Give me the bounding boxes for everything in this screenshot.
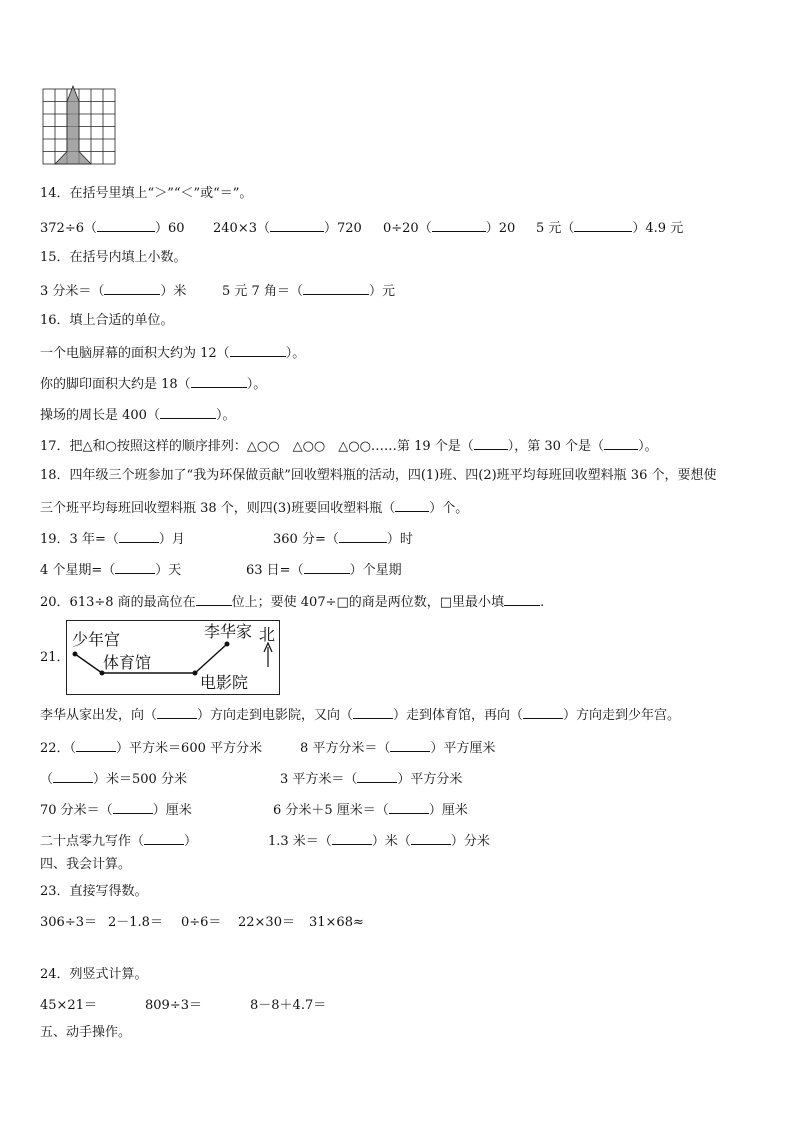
q15-title: 15．在括号内填上小数。	[40, 250, 187, 265]
answer-blank[interactable]	[97, 219, 155, 232]
q21-sentence: 李华从家出发，向（ ）方向走到电影院，又向（ ）走到体育馆，再向（ ）方向走到少年宫。	[40, 708, 681, 723]
q24-item: 45×21＝	[40, 998, 97, 1013]
q16-line: 操场的周长是 400（ ）。	[40, 408, 236, 423]
q22-item: 22．（ ）平方米＝600 平方分米	[40, 741, 262, 756]
answer-blank[interactable]	[357, 770, 397, 783]
section-heading: 四、我会计算。	[40, 857, 132, 872]
answer-blank[interactable]	[504, 593, 540, 606]
q14-item: 5 元（ ）4.9 元	[536, 221, 684, 236]
q24-item: 809÷3＝	[145, 998, 202, 1013]
q23-item: 22×30＝	[238, 915, 295, 930]
q20-line: 20．613÷8 商的最高位在 位上；要使 407÷□的商是两位数，□里最小填 .	[40, 595, 545, 610]
north-label: 北	[259, 625, 276, 644]
answer-blank[interactable]	[411, 832, 451, 845]
answer-blank[interactable]	[160, 406, 216, 419]
lihua-home-label: 李华家	[204, 622, 253, 641]
answer-blank[interactable]	[144, 832, 184, 845]
q18-line1: 18．四年级三个班参加了“我为环保做贡献”回收塑料瓶的活动，四(1)班、四(2)班平均每班回收塑料瓶 36 个，要想使	[40, 468, 717, 483]
q22-item: 1.3 米＝（ ）米（ ）分米	[268, 834, 490, 849]
q23-item: 306÷3＝	[40, 915, 97, 930]
q22-item: 70 分米＝（ ）厘米	[40, 803, 192, 818]
answer-blank[interactable]	[303, 282, 369, 295]
q22-item: 二十点零九写作（ ）	[40, 834, 198, 849]
q14-item: 240×3（ ）720	[213, 221, 362, 236]
q19-item: 63 日=（ ）个星期	[246, 563, 402, 578]
q14-title: 14．在括号里填上“＞”“＜”或“＝”。	[40, 186, 253, 201]
answer-blank[interactable]	[339, 530, 387, 543]
answer-blank[interactable]	[196, 593, 232, 606]
q19-item: 4 个星期=（ ）天	[40, 563, 182, 578]
q19-item: 19．3 年=（ ）月	[40, 532, 185, 547]
answer-blank[interactable]	[76, 739, 116, 752]
q21-number: 21．	[40, 650, 70, 665]
q24-item: 8－8＋4.7＝	[250, 998, 327, 1013]
answer-blank[interactable]	[270, 219, 324, 232]
rocket-grid-figure	[40, 84, 120, 166]
answer-blank[interactable]	[119, 530, 159, 543]
answer-blank[interactable]	[113, 801, 153, 814]
answer-blank[interactable]	[304, 561, 350, 574]
q18-line2: 三个班平均每班回收塑料瓶 38 个，则四(3)班要回收塑料瓶（ ）个。	[40, 501, 469, 516]
answer-blank[interactable]	[574, 219, 632, 232]
cinema-label: 电影院	[200, 673, 249, 692]
q16-title: 16．填上合适的单位。	[40, 313, 174, 328]
youth-palace-label: 少年宫	[72, 630, 121, 649]
q16-line: 你的脚印面积大约是 18（ ）。	[40, 377, 267, 392]
q15-item: 5 元 7 角＝（ ）元	[222, 284, 395, 299]
answer-blank[interactable]	[474, 437, 508, 450]
answer-blank[interactable]	[389, 801, 429, 814]
answer-blank[interactable]	[332, 832, 372, 845]
answer-blank[interactable]	[104, 282, 160, 295]
answer-blank[interactable]	[353, 706, 393, 719]
q22-item: 6 分米＋5 厘米＝（ ）厘米	[273, 803, 468, 818]
answer-blank[interactable]	[523, 706, 563, 719]
q22-item: 8 平方分米＝（ ）平方厘米	[300, 741, 496, 756]
q19-item: 360 分=（ ）时	[273, 532, 413, 547]
q23-title: 23．直接写得数。	[40, 884, 148, 899]
direction-map	[66, 620, 280, 695]
q23-item: 0÷6＝	[181, 915, 222, 930]
q16-line: 一个电脑屏幕的面积大约为 12（ ）。	[40, 346, 306, 361]
section-heading: 五、动手操作。	[40, 1025, 132, 1040]
q22-item: 3 平方米＝（ ）平方分米	[280, 772, 463, 787]
answer-blank[interactable]	[395, 499, 429, 512]
answer-blank[interactable]	[604, 437, 638, 450]
answer-blank[interactable]	[390, 739, 430, 752]
q17-line: 17．把△和○按照这样的顺序排列：△○○ △○○ △○○……第 19 个是（ ），第 30 个是（ ）。	[40, 439, 658, 454]
q22-item: （ ）米＝500 分米	[40, 772, 187, 787]
q14-item: 0÷20（ ）20	[383, 221, 516, 236]
q24-title: 24．列竖式计算。	[40, 967, 148, 982]
answer-blank[interactable]	[53, 770, 93, 783]
q23-item: 31×68≈	[309, 915, 364, 930]
answer-blank[interactable]	[191, 375, 247, 388]
answer-blank[interactable]	[115, 561, 155, 574]
gym-label: 体育馆	[103, 653, 152, 672]
q15-item: 3 分米＝（ ）米	[40, 284, 187, 299]
q23-item: 2－1.8＝	[108, 915, 163, 930]
answer-blank[interactable]	[157, 706, 197, 719]
q14-item: 372÷6（ ）60	[40, 221, 185, 236]
answer-blank[interactable]	[230, 344, 286, 357]
answer-blank[interactable]	[432, 219, 486, 232]
